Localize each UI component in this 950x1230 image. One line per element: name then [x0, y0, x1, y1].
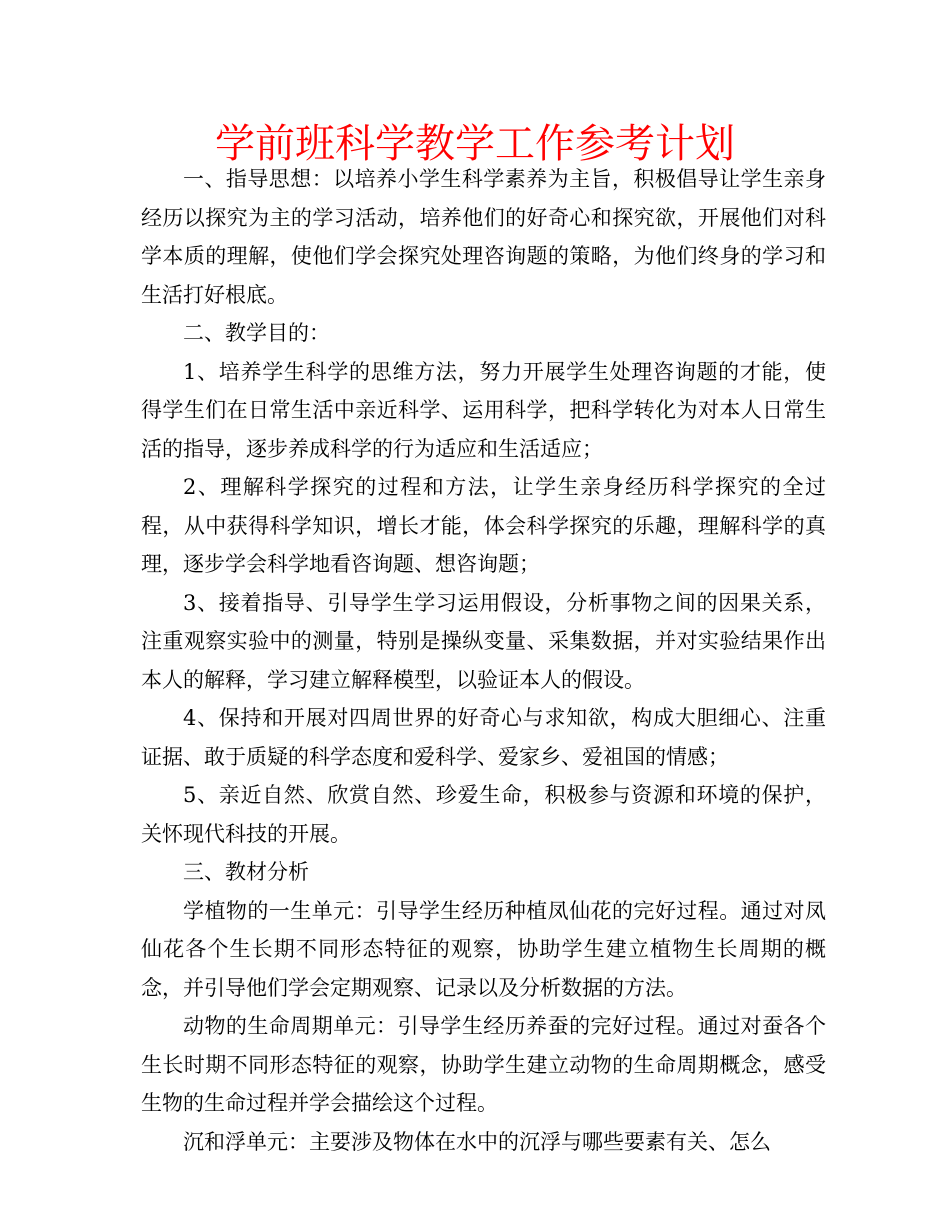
- paragraph-goal-1: 1、培养学生科学的思维方法，努力开展学生处理咨询题的才能，使得学生们在日常生活中亲近科学、运用科学，把科学转化为对本人日常生活的指导，逐步养成科学的行为适应和生活适应；: [141, 359, 826, 461]
- paragraph-animal-unit: 动物的生命周期单元：引导学生经历养蚕的完好过程。通过对蚕各个生长时期不同形态特征的观察，协助学生建立动物的生命周期概念，感受生物的生命过程并学会描绘这个过程。: [141, 1014, 826, 1115]
- paragraph-goal-4: 4、保持和开展对四周世界的好奇心与求知欲，构成大胆细心、注重证据、敢于质疑的科学态度和爱科学、爱家乡、爱祖国的情感；: [141, 706, 826, 769]
- paragraph-textbook-analysis-heading: 三、教材分析: [183, 860, 309, 884]
- document-title: 学前班科学教学工作参考计划: [215, 121, 735, 167]
- paragraph-guiding-ideology: 一、指导思想：以培养小学生科学素养为主旨，积极倡导让学生亲身经历以探究为主的学习活动，培养他们的好奇心和探究欲，开展他们对科学本质的理解，使他们学会探究处理咨询题的策略，为他们终身的学习和生活打好根底。: [141, 167, 826, 307]
- paragraph-goal-5: 5、亲近自然、欣赏自然、珍爱生命，积极参与资源和环境的保护，关怀现代科技的开展。: [141, 783, 826, 846]
- document-body: [141, 160, 826, 1161]
- paragraph-sink-float-unit: 沉和浮单元：主要涉及物体在水中的沉浮与哪些要素有关、怎么: [183, 1129, 771, 1154]
- paragraph-teaching-goals-heading: 二、教学目的：: [183, 321, 330, 345]
- paragraph-goal-2: 2、理解科学探究的过程和方法，让学生亲身经历科学探究的全过程，从中获得科学知识，增长才能，体会科学探究的乐趣，理解科学的真理，逐步学会科学地看咨询题、想咨询题；: [141, 475, 826, 576]
- paragraph-goal-3: 3、接着指导、引导学生学习运用假设，分析事物之间的因果关系，注重观察实验中的测量，特别是操纵变量、采集数据，并对实验结果作出本人的解释，学习建立解释模型，以验证本人的假设。: [141, 590, 826, 692]
- paragraph-plant-unit: 学植物的一生单元：引导学生经历种植凤仙花的完好过程。通过对凤仙花各个生长期不同形态特征的观察，协助学生建立植物生长周期的概念，并引导他们学会定期观察、记录以及分析数据的方法。: [141, 898, 826, 1000]
